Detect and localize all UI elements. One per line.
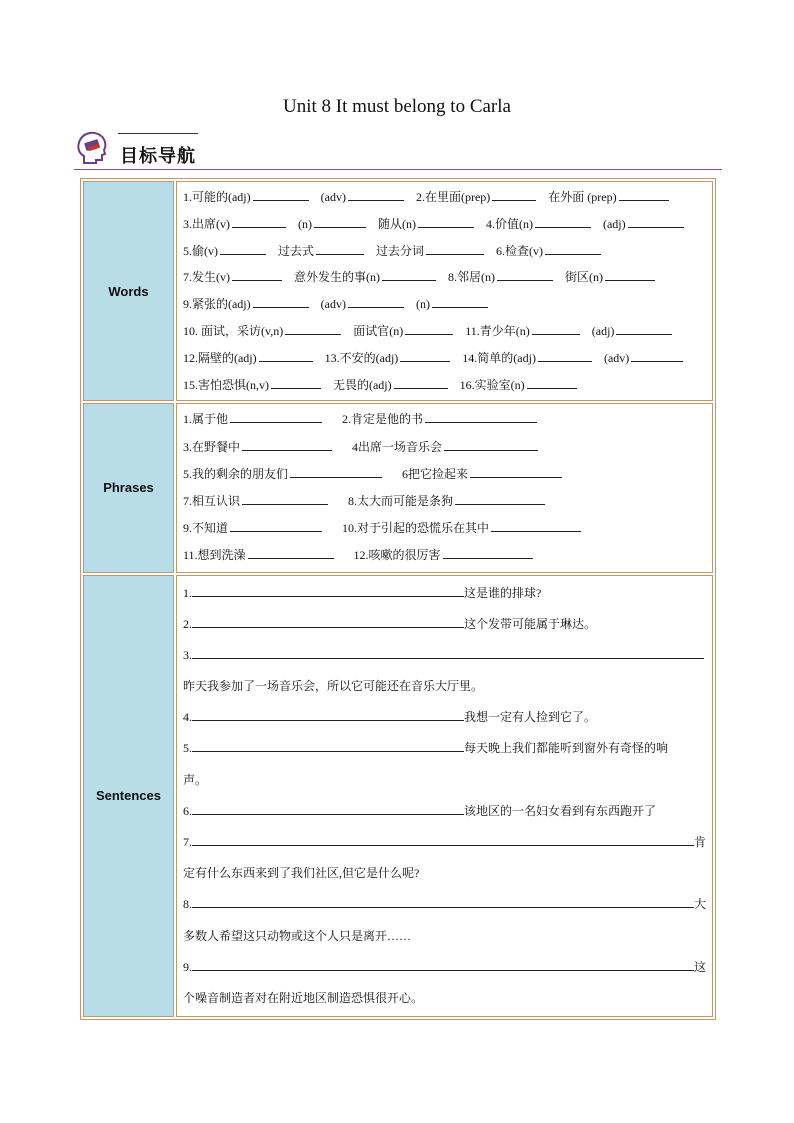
phrase-answer-blank[interactable] xyxy=(443,547,533,559)
sentence-number: 9. xyxy=(182,959,192,974)
word-line xyxy=(183,291,706,318)
word-item-label: 面试官(n) xyxy=(353,323,404,338)
word-item-label: (adj) xyxy=(591,323,615,338)
page-title: Unit 8 It must belong to Carla xyxy=(283,96,511,117)
sentence-number: 1. xyxy=(182,585,192,600)
sentence-number: 2. xyxy=(182,616,192,631)
sentence-number: 定有什么东西来到了我们社区,但它是什么呢? xyxy=(182,866,420,881)
words-content xyxy=(176,181,713,401)
word-item xyxy=(603,211,686,238)
sentence-line xyxy=(183,578,706,609)
word-item xyxy=(278,238,366,265)
word-answer-blank[interactable] xyxy=(382,269,436,281)
word-item-label: 过去式 xyxy=(277,243,314,258)
sentence-answer-blank[interactable] xyxy=(192,896,694,908)
word-item xyxy=(460,372,579,399)
word-item-label: 随从(n) xyxy=(377,216,416,231)
word-item-label: 1.可能的(adj) xyxy=(182,190,251,204)
sentence-answer-blank[interactable] xyxy=(192,647,704,659)
word-line xyxy=(183,372,706,399)
phrase-answer-blank[interactable] xyxy=(425,411,537,423)
word-item xyxy=(376,238,486,265)
phrase-item-label: 8.太大而可能是条狗 xyxy=(348,493,454,508)
phrase-answer-blank[interactable] xyxy=(230,520,322,532)
section-header xyxy=(74,130,722,172)
word-item-label: 5.偷(v) xyxy=(182,243,218,258)
phrases-content xyxy=(176,403,713,572)
word-item-label: 4.价值(n) xyxy=(485,216,533,231)
section-header-label: 目标导航 xyxy=(120,146,196,167)
word-line xyxy=(183,264,706,291)
word-item xyxy=(353,318,455,345)
sentence-line xyxy=(183,983,706,1014)
phrase-item xyxy=(183,406,324,433)
word-item xyxy=(183,372,323,399)
header-rule xyxy=(74,169,722,170)
word-item xyxy=(321,291,406,318)
word-line xyxy=(183,211,706,238)
word-answer-blank[interactable] xyxy=(545,243,601,255)
word-item-label: (adj) xyxy=(602,216,626,231)
phrase-item xyxy=(183,434,334,461)
sentence-line xyxy=(183,858,706,889)
sentence-number: 7. xyxy=(182,835,192,849)
sentence-hint: 肯 xyxy=(693,835,706,849)
word-answer-blank[interactable] xyxy=(253,189,309,201)
sentence-number: 昨天我参加了一场音乐会，所以它可能还在音乐大厅里。 xyxy=(182,679,483,694)
phrase-answer-blank[interactable] xyxy=(230,411,322,423)
word-item xyxy=(183,318,343,345)
word-item-label: 10. 面试，采访(v,n) xyxy=(182,323,284,338)
word-answer-blank[interactable] xyxy=(432,296,488,308)
word-item-label: 14.简单的(adj) xyxy=(462,350,536,365)
word-item xyxy=(333,372,450,399)
word-answer-blank[interactable] xyxy=(631,350,683,362)
word-item-label: 12.隔壁的(adj) xyxy=(182,350,257,365)
words-label: Words xyxy=(83,181,174,401)
phrase-line xyxy=(183,488,706,515)
word-item xyxy=(183,264,284,291)
phrase-answer-blank[interactable] xyxy=(290,466,382,478)
word-answer-blank[interactable] xyxy=(492,189,536,201)
phrase-answer-blank[interactable] xyxy=(248,547,334,559)
sentence-hint: 每天晚上我们都能听到窗外有奇怪的响 xyxy=(463,741,668,756)
phrase-line xyxy=(183,515,706,542)
word-item-label: 意外发生的事(n) xyxy=(293,270,380,285)
word-line xyxy=(183,345,706,372)
word-answer-blank[interactable] xyxy=(605,269,655,281)
sentence-line xyxy=(183,671,706,702)
phrase-line xyxy=(183,542,706,569)
word-item-label: 过去分词 xyxy=(376,243,425,258)
word-answer-blank[interactable] xyxy=(314,216,366,228)
phrase-item xyxy=(348,488,547,515)
word-item-label: 9.紧张的(adj) xyxy=(182,297,251,312)
objectives-table xyxy=(80,178,716,1020)
header-short-rule xyxy=(118,133,198,134)
word-answer-blank[interactable] xyxy=(628,216,684,228)
phrase-item-label: 6把它捡起来 xyxy=(402,466,469,481)
sentence-line xyxy=(183,765,706,796)
word-answer-blank[interactable] xyxy=(538,350,592,362)
phrase-item-label: 10.对于引起的恐慌乐在其中 xyxy=(342,521,490,536)
word-item-label: (adv) xyxy=(603,350,630,365)
word-item-label: (n) xyxy=(415,297,430,312)
phrase-answer-blank[interactable] xyxy=(491,520,581,532)
word-answer-blank[interactable] xyxy=(497,269,553,281)
phrase-item xyxy=(183,488,330,515)
word-answer-blank[interactable] xyxy=(271,377,321,389)
sentence-line xyxy=(183,827,706,858)
phrase-item xyxy=(352,434,540,461)
phrase-item-label: 2.肯定是他的书 xyxy=(342,412,424,427)
word-item-label: 3.出席(v) xyxy=(182,216,230,231)
phrase-item xyxy=(183,542,336,569)
phrase-item-label: 7.相互认识 xyxy=(182,493,240,508)
word-item xyxy=(325,345,453,372)
word-answer-blank[interactable] xyxy=(232,269,282,281)
word-item-label: 6.检查(v) xyxy=(496,243,544,258)
word-answer-blank[interactable] xyxy=(426,243,484,255)
sentence-answer-blank[interactable] xyxy=(192,616,464,628)
sentence-number: 多数人希望这只动物或这个人只是离开…… xyxy=(182,928,411,943)
word-answer-blank[interactable] xyxy=(418,216,474,228)
word-answer-blank[interactable] xyxy=(394,377,448,389)
phrase-answer-blank[interactable] xyxy=(242,439,332,451)
phrase-item xyxy=(354,542,535,569)
sentence-number: 3. xyxy=(182,647,192,662)
phrase-answer-blank[interactable] xyxy=(444,439,538,451)
sentence-line xyxy=(183,952,706,983)
sentence-line xyxy=(183,889,706,920)
sentence-hint: 这 xyxy=(693,959,706,974)
sentences-content xyxy=(176,575,713,1018)
word-answer-blank[interactable] xyxy=(405,323,453,335)
sentences-label: Sentences xyxy=(83,575,174,1018)
sentence-answer-blank[interactable] xyxy=(192,803,464,815)
word-item-label: 无畏的(adj) xyxy=(332,377,392,392)
sentence-hint: 大 xyxy=(693,897,706,912)
word-item-label: 15.害怕恐惧(n,v) xyxy=(182,377,269,392)
sentence-number: 6. xyxy=(182,803,192,818)
phrase-answer-blank[interactable] xyxy=(242,493,328,505)
word-answer-blank[interactable] xyxy=(232,216,286,228)
sentence-answer-blank[interactable] xyxy=(192,740,464,752)
word-answer-blank[interactable] xyxy=(253,296,309,308)
word-item xyxy=(486,211,593,238)
sentence-line xyxy=(183,702,706,733)
word-item-label: 在外面 (prep) xyxy=(548,190,617,204)
phrase-line xyxy=(183,434,706,461)
word-item xyxy=(183,184,311,211)
word-answer-blank[interactable] xyxy=(535,216,591,228)
word-item xyxy=(416,184,538,211)
phrase-item xyxy=(402,461,564,488)
word-item xyxy=(604,345,685,372)
sentence-line xyxy=(183,733,706,764)
word-item xyxy=(592,318,675,345)
sentence-line xyxy=(183,796,706,827)
sentence-hint: 这是谁的排球? xyxy=(463,585,542,600)
word-item xyxy=(448,264,555,291)
word-item xyxy=(496,238,603,265)
phrase-item xyxy=(342,406,539,433)
phrase-item-label: 12.咳嗽的很厉害 xyxy=(353,548,441,563)
sentence-answer-blank[interactable] xyxy=(192,959,694,971)
word-line xyxy=(183,184,706,211)
sentence-answer-blank[interactable] xyxy=(192,709,464,721)
phrase-line xyxy=(183,406,706,433)
word-item-label: (n) xyxy=(297,216,312,231)
phrase-item-label: 11.想到洗澡 xyxy=(182,548,246,563)
word-answer-blank[interactable] xyxy=(527,377,577,389)
word-item xyxy=(183,211,288,238)
phrase-answer-blank[interactable] xyxy=(455,493,545,505)
sentence-number: 8. xyxy=(182,897,192,912)
word-item-label: (adv) xyxy=(320,297,346,312)
word-item-label: 7.发生(v) xyxy=(182,270,230,285)
sentence-line xyxy=(183,640,706,671)
sentence-hint: 我想一定有人捡到它了。 xyxy=(463,710,596,725)
word-item xyxy=(321,184,406,211)
word-answer-blank[interactable] xyxy=(316,243,364,255)
word-item xyxy=(462,345,594,372)
word-line xyxy=(183,238,706,265)
phrase-item-label: 9.不知道 xyxy=(182,521,228,536)
word-item xyxy=(183,345,315,372)
word-item-label: 8.邻居(n) xyxy=(447,270,495,285)
word-item xyxy=(565,264,657,291)
sentence-line xyxy=(183,921,706,952)
sentence-line xyxy=(183,609,706,640)
phrase-item xyxy=(183,461,384,488)
word-item-label: 16.实验室(n) xyxy=(459,377,525,392)
sentence-hint: 该地区的一名妇女看到有东西跑开了 xyxy=(463,803,656,818)
sentence-number: 5. xyxy=(182,741,192,756)
phrase-item-label: 4出席一场音乐会 xyxy=(352,439,443,454)
sentence-hint: 这个发带可能属于琳达。 xyxy=(463,616,596,631)
phrases-row xyxy=(83,403,713,572)
word-item-label: 13.不安的(adj) xyxy=(324,350,399,365)
phrases-label: Phrases xyxy=(83,403,174,572)
word-answer-blank[interactable] xyxy=(532,323,580,335)
word-item-label: 2.在里面(prep) xyxy=(415,190,491,204)
word-answer-blank[interactable] xyxy=(616,323,672,335)
sentence-answer-blank[interactable] xyxy=(192,585,464,597)
word-answer-blank[interactable] xyxy=(619,189,669,201)
word-item xyxy=(548,184,670,211)
sentence-number: 4. xyxy=(182,710,192,725)
word-item xyxy=(298,211,368,238)
word-item xyxy=(416,291,490,318)
word-answer-blank[interactable] xyxy=(259,350,313,362)
sentence-number: 声。 xyxy=(182,772,207,787)
word-answer-blank[interactable] xyxy=(220,243,266,255)
word-line xyxy=(183,318,706,345)
word-item xyxy=(183,238,268,265)
phrase-item xyxy=(342,515,583,542)
word-item xyxy=(465,318,582,345)
sentence-answer-blank[interactable] xyxy=(192,834,694,846)
word-item-label: 街区(n) xyxy=(564,270,603,285)
word-item xyxy=(378,211,476,238)
words-row xyxy=(83,181,713,401)
word-item xyxy=(183,291,311,318)
word-answer-blank[interactable] xyxy=(400,350,450,362)
phrase-item-label: 1.属于他 xyxy=(182,412,228,427)
word-item xyxy=(294,264,438,291)
word-item-label: 11.青少年(n) xyxy=(465,323,530,338)
sentence-number: 个噪音制造者对在附近地区制造恐惧很开心。 xyxy=(182,990,423,1005)
phrase-item xyxy=(183,515,324,542)
phrase-line xyxy=(183,461,706,488)
phrase-item-label: 3.在野餐中 xyxy=(182,439,240,454)
word-answer-blank[interactable] xyxy=(285,323,341,335)
head-thinking-icon xyxy=(74,130,110,166)
word-answer-blank[interactable] xyxy=(348,296,404,308)
phrase-answer-blank[interactable] xyxy=(470,466,562,478)
word-item-label: (adv) xyxy=(320,190,346,204)
phrase-item-label: 5.我的剩余的朋友们 xyxy=(182,466,288,481)
word-answer-blank[interactable] xyxy=(348,189,404,201)
sentences-row xyxy=(83,575,713,1018)
